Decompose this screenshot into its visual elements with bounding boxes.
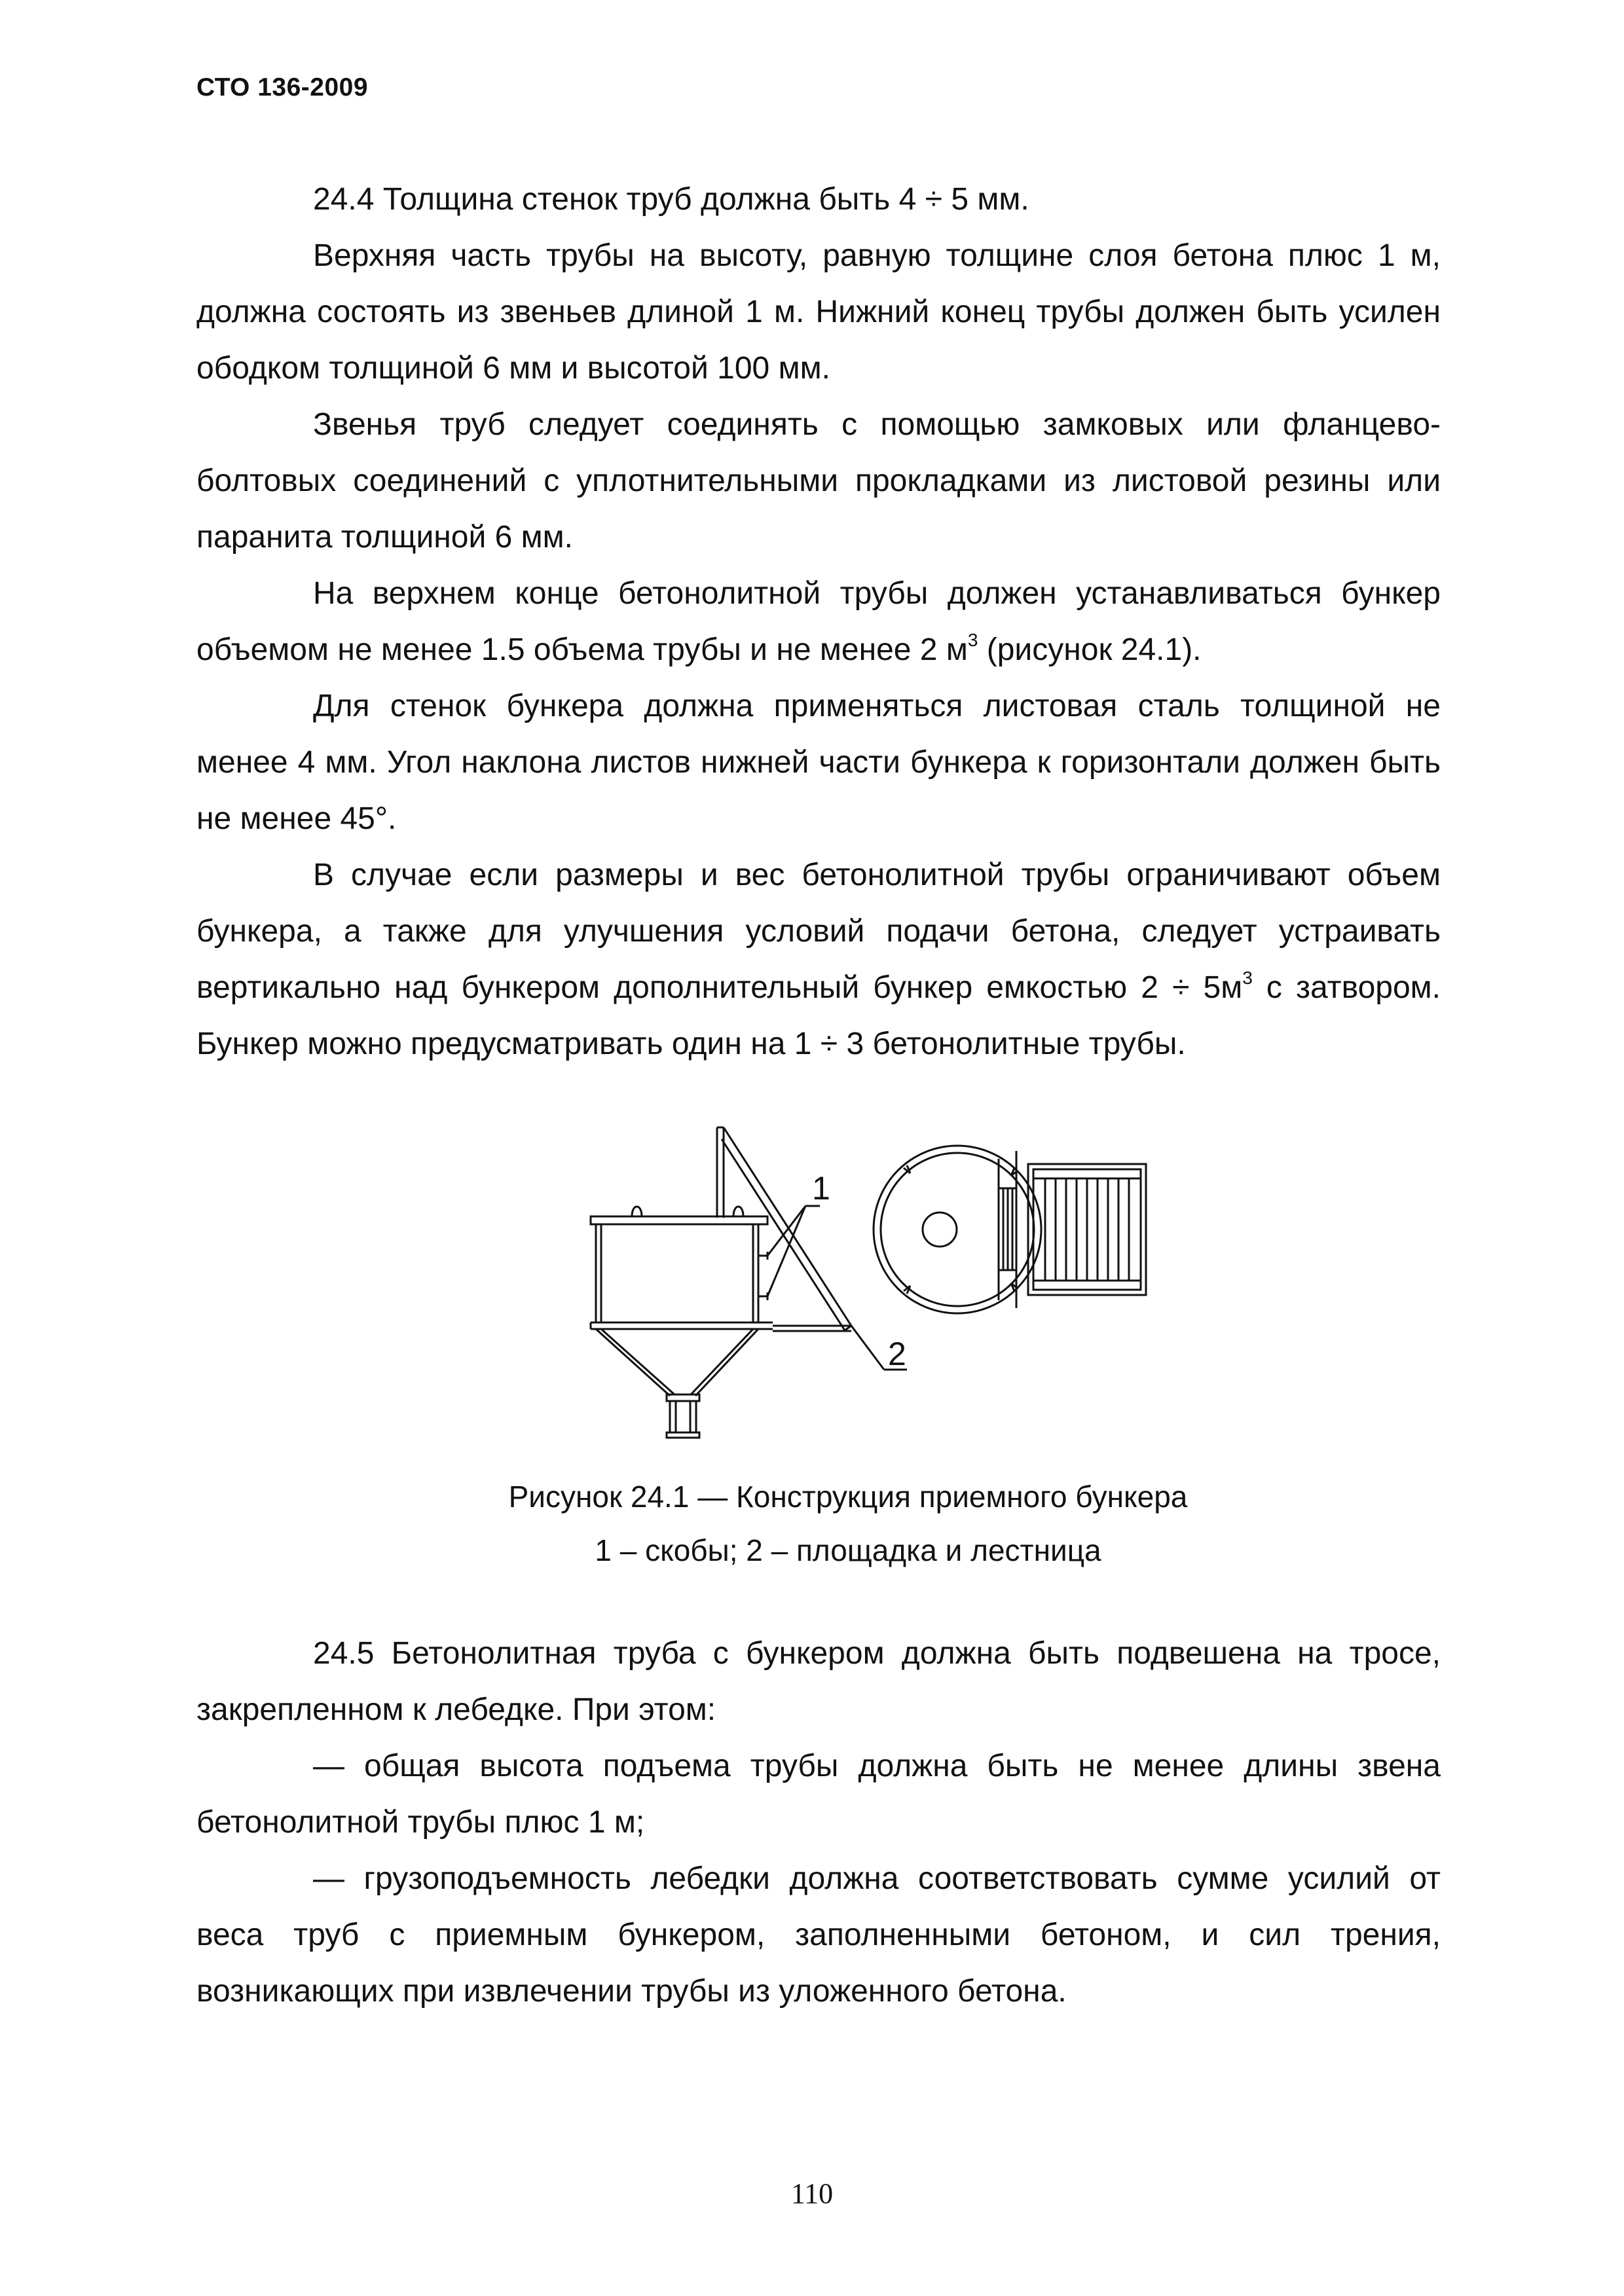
caption-title: Рисунок 24.1 — Конструкция приемного бункера <box>508 1480 1188 1514</box>
paragraph: Звенья труб следует соединять с помощью замковых или фланцево-болтовых соединений с уплотнительными прокладками из листовой резины или паранита толщиной 6 мм. <box>196 407 1441 555</box>
document-code: СТО 136-2009 <box>196 73 369 101</box>
paragraph: 24.5 Бетонолитная труба с бункером должна быть подвешена на тросе, закрепленном к лебедке. При этом: <box>196 1636 1441 1727</box>
label-2: 2 <box>888 1336 906 1372</box>
superscript: 3 <box>1242 968 1253 988</box>
brackets <box>758 1252 767 1300</box>
hopper-frame <box>717 1127 851 1331</box>
leader-lines <box>767 1206 907 1370</box>
paragraph: Верхняя часть трубы на высоту, равную толщине слоя бетона плюс 1 м, должна состоять из звеньев длиной 1 м. Нижний конец трубы должен быть усилен ободком толщиной 6 мм и высотой 100 мм. <box>196 238 1441 386</box>
hopper-plan-view <box>874 1146 1146 1313</box>
paragraph <box>196 847 1441 1072</box>
hopper-drawing <box>576 1113 1166 1480</box>
paragraph-text: На верхнем конце бетонолитной трубы должен устанавливаться бункер объемом не менее 1.5 объема трубы и не менее 2 м <box>196 576 1441 667</box>
superscript: 3 <box>967 630 978 650</box>
paragraph <box>196 566 1441 678</box>
paragraph: — грузоподъемность лебедки должна соответствовать сумме усилий от веса труб с приемным бункером, заполненными бетоном, и сил трения, возникающих при извлечении трубы из уложенного бетона. <box>196 1861 1441 2009</box>
paragraph-text: с затвором. Бункер можно предусматривать один на 1 ÷ 3 бетонолитные трубы. <box>196 970 1441 1061</box>
hopper-top-rim <box>591 1207 767 1224</box>
paragraph: — общая высота подъема трубы должна быть не менее длины звена бетонолитной трубы плюс 1 м; <box>196 1749 1441 1840</box>
section-24-4 <box>196 172 1441 1072</box>
paragraph: 24.4 Толщина стенок труб должна быть 4 ÷ 5 мм. <box>313 182 1029 217</box>
paragraph: Для стенок бункера должна применяться листовая сталь толщиной не менее 4 мм. Угол наклона листов нижней части бункера к горизонтали должен быть не менее 45°. <box>196 689 1441 836</box>
figure-caption <box>0 1470 1624 1577</box>
outlet-pipe <box>667 1394 699 1438</box>
page-number: 110 <box>790 2178 834 2210</box>
paragraph-text: В случае если размеры и вес бетонолитной трубы ограничивают объем бункера, а также для улучшения условий подачи бетона, следует устраивать вертикально над бункером дополнительный бункер емкостью 2 ÷ 5м <box>196 858 1441 1005</box>
label-1: 1 <box>812 1170 830 1207</box>
caption-legend: 1 – скобы; 2 – площадка и лестница <box>595 1533 1101 1567</box>
section-24-5 <box>196 1626 1441 2020</box>
hopper-body <box>591 1224 773 1329</box>
hopper-cone <box>596 1329 758 1396</box>
paragraph-text: (рисунок 24.1). <box>978 632 1202 667</box>
hopper-drawing-svg <box>576 1113 1166 1480</box>
